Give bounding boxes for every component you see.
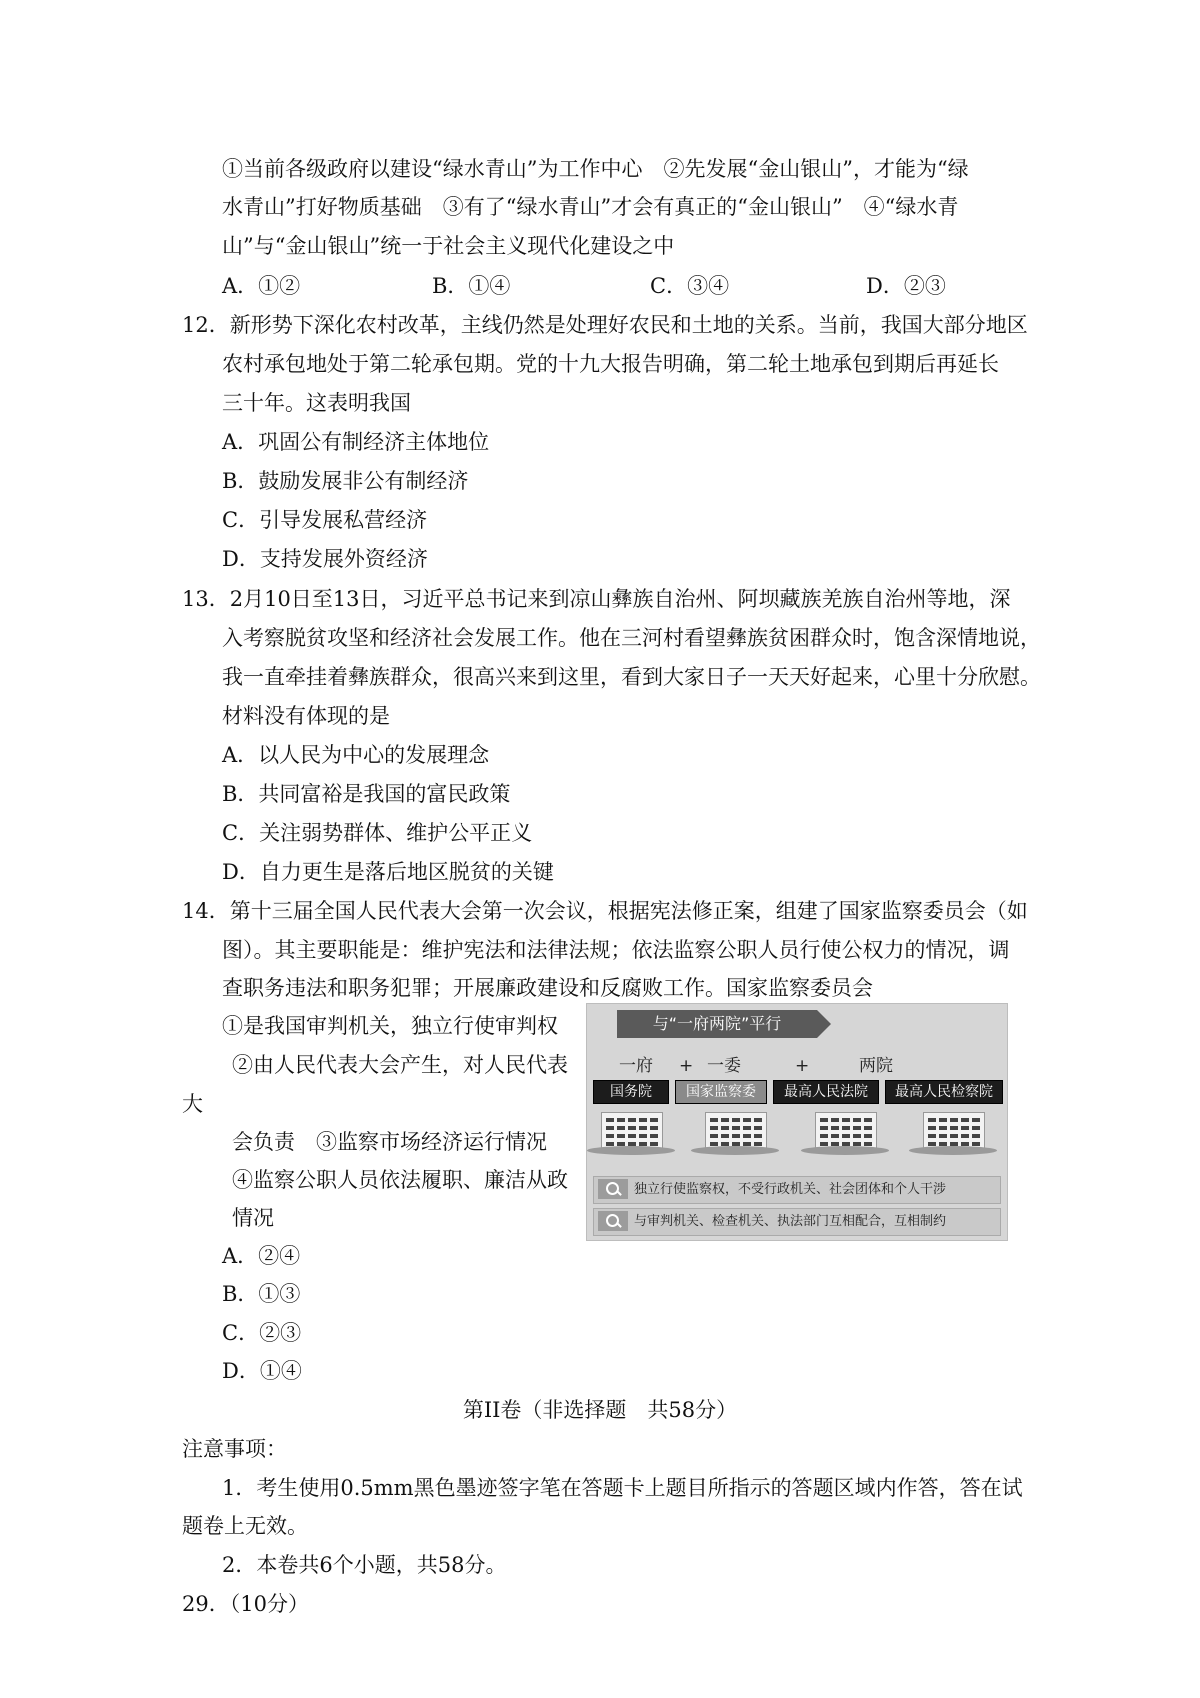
building-icon <box>691 1108 779 1156</box>
q14-stem-line-3: 查职务违法和职务犯罪；开展廉政建设和反腐败工作。国家监察委员会 <box>222 976 873 1000</box>
building-window <box>628 1134 636 1138</box>
building-window <box>754 1118 762 1122</box>
building-window <box>710 1134 718 1138</box>
q13-option-a: A．以人民为中心的发展理念 <box>222 743 490 767</box>
q12-option-a: A．巩固公有制经济主体地位 <box>222 430 490 454</box>
building-window <box>606 1134 614 1138</box>
q11-stem-line-3: 山”与“金山银山”统一于社会主义现代化建设之中 <box>222 234 675 258</box>
q14-choice-2: ②由人民代表大会产生，对人民代表 <box>232 1053 568 1077</box>
building-window <box>864 1134 872 1138</box>
building-window <box>950 1126 958 1130</box>
q14-choice-1: ①是我国审判机关，独立行使审判权 <box>222 1014 558 1038</box>
figure-liangyuan: 两院 <box>859 1056 893 1076</box>
figure-bar-1-text: 独立行使监察权，不受行政机关、社会团体和个人干涉 <box>634 1182 947 1197</box>
figure-plus-1: + <box>679 1056 694 1076</box>
q14-choice-4: ④监察公职人员依法履职、廉洁从政 <box>232 1168 568 1192</box>
building-window <box>831 1134 839 1138</box>
q11-option-a: A．①② <box>222 274 301 298</box>
q13-stem-line-4: 材料没有体现的是 <box>222 704 390 728</box>
building-window <box>842 1118 850 1122</box>
q11-option-d: D．②③ <box>866 274 946 298</box>
figure-yiwei: 一委 <box>707 1056 741 1076</box>
notice-line-1-wrap: 题卷上无效。 <box>182 1514 308 1538</box>
building-icon <box>909 1108 997 1156</box>
q11-option-b: B．①④ <box>432 274 511 298</box>
building-window <box>628 1126 636 1130</box>
label-supreme-procuratorate: 最高人民检察院 <box>885 1080 1003 1104</box>
building-icon <box>587 1108 675 1156</box>
building-window <box>754 1142 762 1146</box>
building-window <box>754 1134 762 1138</box>
building-window <box>650 1126 658 1130</box>
q12-option-c: C．引导发展私营经济 <box>222 508 428 532</box>
building-window <box>864 1118 872 1122</box>
magnifier-icon <box>598 1179 628 1199</box>
q14-choice-3: 会负责 ③监察市场经济运行情况 <box>232 1130 547 1154</box>
label-supreme-court: 最高人民法院 <box>773 1080 879 1104</box>
q12-option-b: B．鼓励发展非公有制经济 <box>222 469 469 493</box>
building-window <box>950 1118 958 1122</box>
building-window <box>710 1118 718 1122</box>
building-window <box>820 1126 828 1130</box>
q13-option-c: C．关注弱势群体、维护公平正义 <box>222 821 533 845</box>
building-window <box>950 1134 958 1138</box>
q11-stem-line-2: 水青山”打好物质基础 ③有了“绿水青山”才会有真正的“金山银山” ④“绿水青 <box>222 195 959 219</box>
building-window <box>961 1118 969 1122</box>
notice-heading: 注意事项： <box>182 1437 287 1461</box>
building-window <box>939 1126 947 1130</box>
building-window <box>853 1118 861 1122</box>
figure-bar-2 <box>593 1208 1001 1236</box>
building-window <box>721 1134 729 1138</box>
building-window <box>961 1126 969 1130</box>
building-window <box>972 1134 980 1138</box>
building-window <box>928 1126 936 1130</box>
q11-option-c: C．③④ <box>650 274 730 298</box>
building-window <box>754 1126 762 1130</box>
building-window <box>743 1126 751 1130</box>
q13-option-b: B．共同富裕是我国的富民政策 <box>222 782 511 806</box>
building-window <box>617 1134 625 1138</box>
label-supervision-commission: 国家监察委 <box>675 1080 767 1104</box>
q14-option-c: C．②③ <box>222 1321 302 1345</box>
building-window <box>864 1142 872 1146</box>
building-window <box>853 1134 861 1138</box>
building-window <box>961 1134 969 1138</box>
building-window <box>606 1118 614 1122</box>
building-window <box>628 1118 636 1122</box>
figure-yifu: 一府 <box>619 1056 653 1076</box>
notice-line-1: 1．考生使用0.5mm黑色墨迹签字笔在答题卡上题目所指示的答题区域内作答，答在试 <box>222 1476 1023 1500</box>
magnifier-icon <box>598 1211 628 1231</box>
building-window <box>864 1126 872 1130</box>
building-window <box>939 1134 947 1138</box>
building-window <box>732 1126 740 1130</box>
building-window <box>606 1126 614 1130</box>
building-window <box>732 1118 740 1122</box>
building-window <box>842 1126 850 1130</box>
q14-option-b: B．①③ <box>222 1282 301 1306</box>
q11-stem-line-1: ①当前各级政府以建设“绿水青山”为工作中心 ②先发展“金山银山”，才能为“绿 <box>222 157 969 181</box>
building-window <box>732 1134 740 1138</box>
building-window <box>831 1126 839 1130</box>
building-window <box>617 1126 625 1130</box>
supervision-commission-figure <box>586 1003 1008 1241</box>
building-window <box>820 1118 828 1122</box>
q29-heading: 29．（10分） <box>182 1592 309 1616</box>
q14-choice-2-wrap: 大 <box>182 1092 203 1116</box>
building-window <box>928 1134 936 1138</box>
q14-choice-4-wrap: 情况 <box>232 1206 274 1230</box>
q14-option-d: D．①④ <box>222 1359 302 1383</box>
figure-banner: 与“一府两院”平行 <box>617 1010 817 1038</box>
building-window <box>842 1134 850 1138</box>
building-window <box>972 1126 980 1130</box>
building-window <box>972 1142 980 1146</box>
building-window <box>972 1118 980 1122</box>
figure-bar-2-text: 与审判机关、检查机关、执法部门互相配合，互相制约 <box>634 1214 947 1229</box>
building-window <box>639 1118 647 1122</box>
q13-stem-line-2: 入考察脱贫攻坚和经济社会发展工作。他在三河村看望彝族贫困群众时，饱含深情地说， <box>222 626 1041 650</box>
building-icon <box>801 1108 889 1156</box>
q12-stem-line-3: 三十年。这表明我国 <box>222 391 411 415</box>
building-window <box>639 1126 647 1130</box>
building-window <box>743 1118 751 1122</box>
part2-title: 第II卷（非选择题 共58分） <box>462 1398 738 1422</box>
figure-plus-2: + <box>795 1056 810 1076</box>
notice-line-2: 2．本卷共6个小题，共58分。 <box>222 1553 507 1577</box>
building-window <box>831 1118 839 1122</box>
building-window <box>928 1118 936 1122</box>
q12-stem-line-2: 农村承包地处于第二轮承包期。党的十九大报告明确，第二轮土地承包到期后再延长 <box>222 352 999 376</box>
building-window <box>721 1126 729 1130</box>
q14-stem-line-2: 图）。其主要职能是：维护宪法和法律法规；依法监察公职人员行使公权力的情况，调 <box>222 938 1010 962</box>
q12-option-d: D．支持发展外资经济 <box>222 547 428 571</box>
building-window <box>853 1126 861 1130</box>
building-window <box>721 1118 729 1122</box>
building-window <box>939 1118 947 1122</box>
building-window <box>639 1134 647 1138</box>
q14-stem-line-1: 14．第十三届全国人民代表大会第一次会议，根据宪法修正案，组建了国家监察委员会（如 <box>182 899 1028 923</box>
building-window <box>650 1142 658 1146</box>
building-window <box>617 1118 625 1122</box>
q13-option-d: D．自力更生是落后地区脱贫的关键 <box>222 860 554 884</box>
building-window <box>650 1134 658 1138</box>
q13-stem-line-3: 我一直牵挂着彝族群众，很高兴来到这里，看到大家日子一天天好起来，心里十分欣慰。 <box>222 665 1041 689</box>
building-window <box>710 1126 718 1130</box>
building-window <box>820 1134 828 1138</box>
building-window <box>743 1134 751 1138</box>
q13-stem-line-1: 13．2月10日至13日，习近平总书记来到凉山彝族自治州、阿坝藏族羌族自治州等地，深 <box>182 587 1011 611</box>
building-window <box>650 1118 658 1122</box>
label-state-council: 国务院 <box>593 1080 669 1104</box>
figure-bar-1 <box>593 1176 1001 1204</box>
q14-option-a: A．②④ <box>222 1244 301 1268</box>
q12-stem-line-1: 12．新形势下深化农村改革，主线仍然是处理好农民和土地的关系。当前，我国大部分地区 <box>182 313 1028 337</box>
